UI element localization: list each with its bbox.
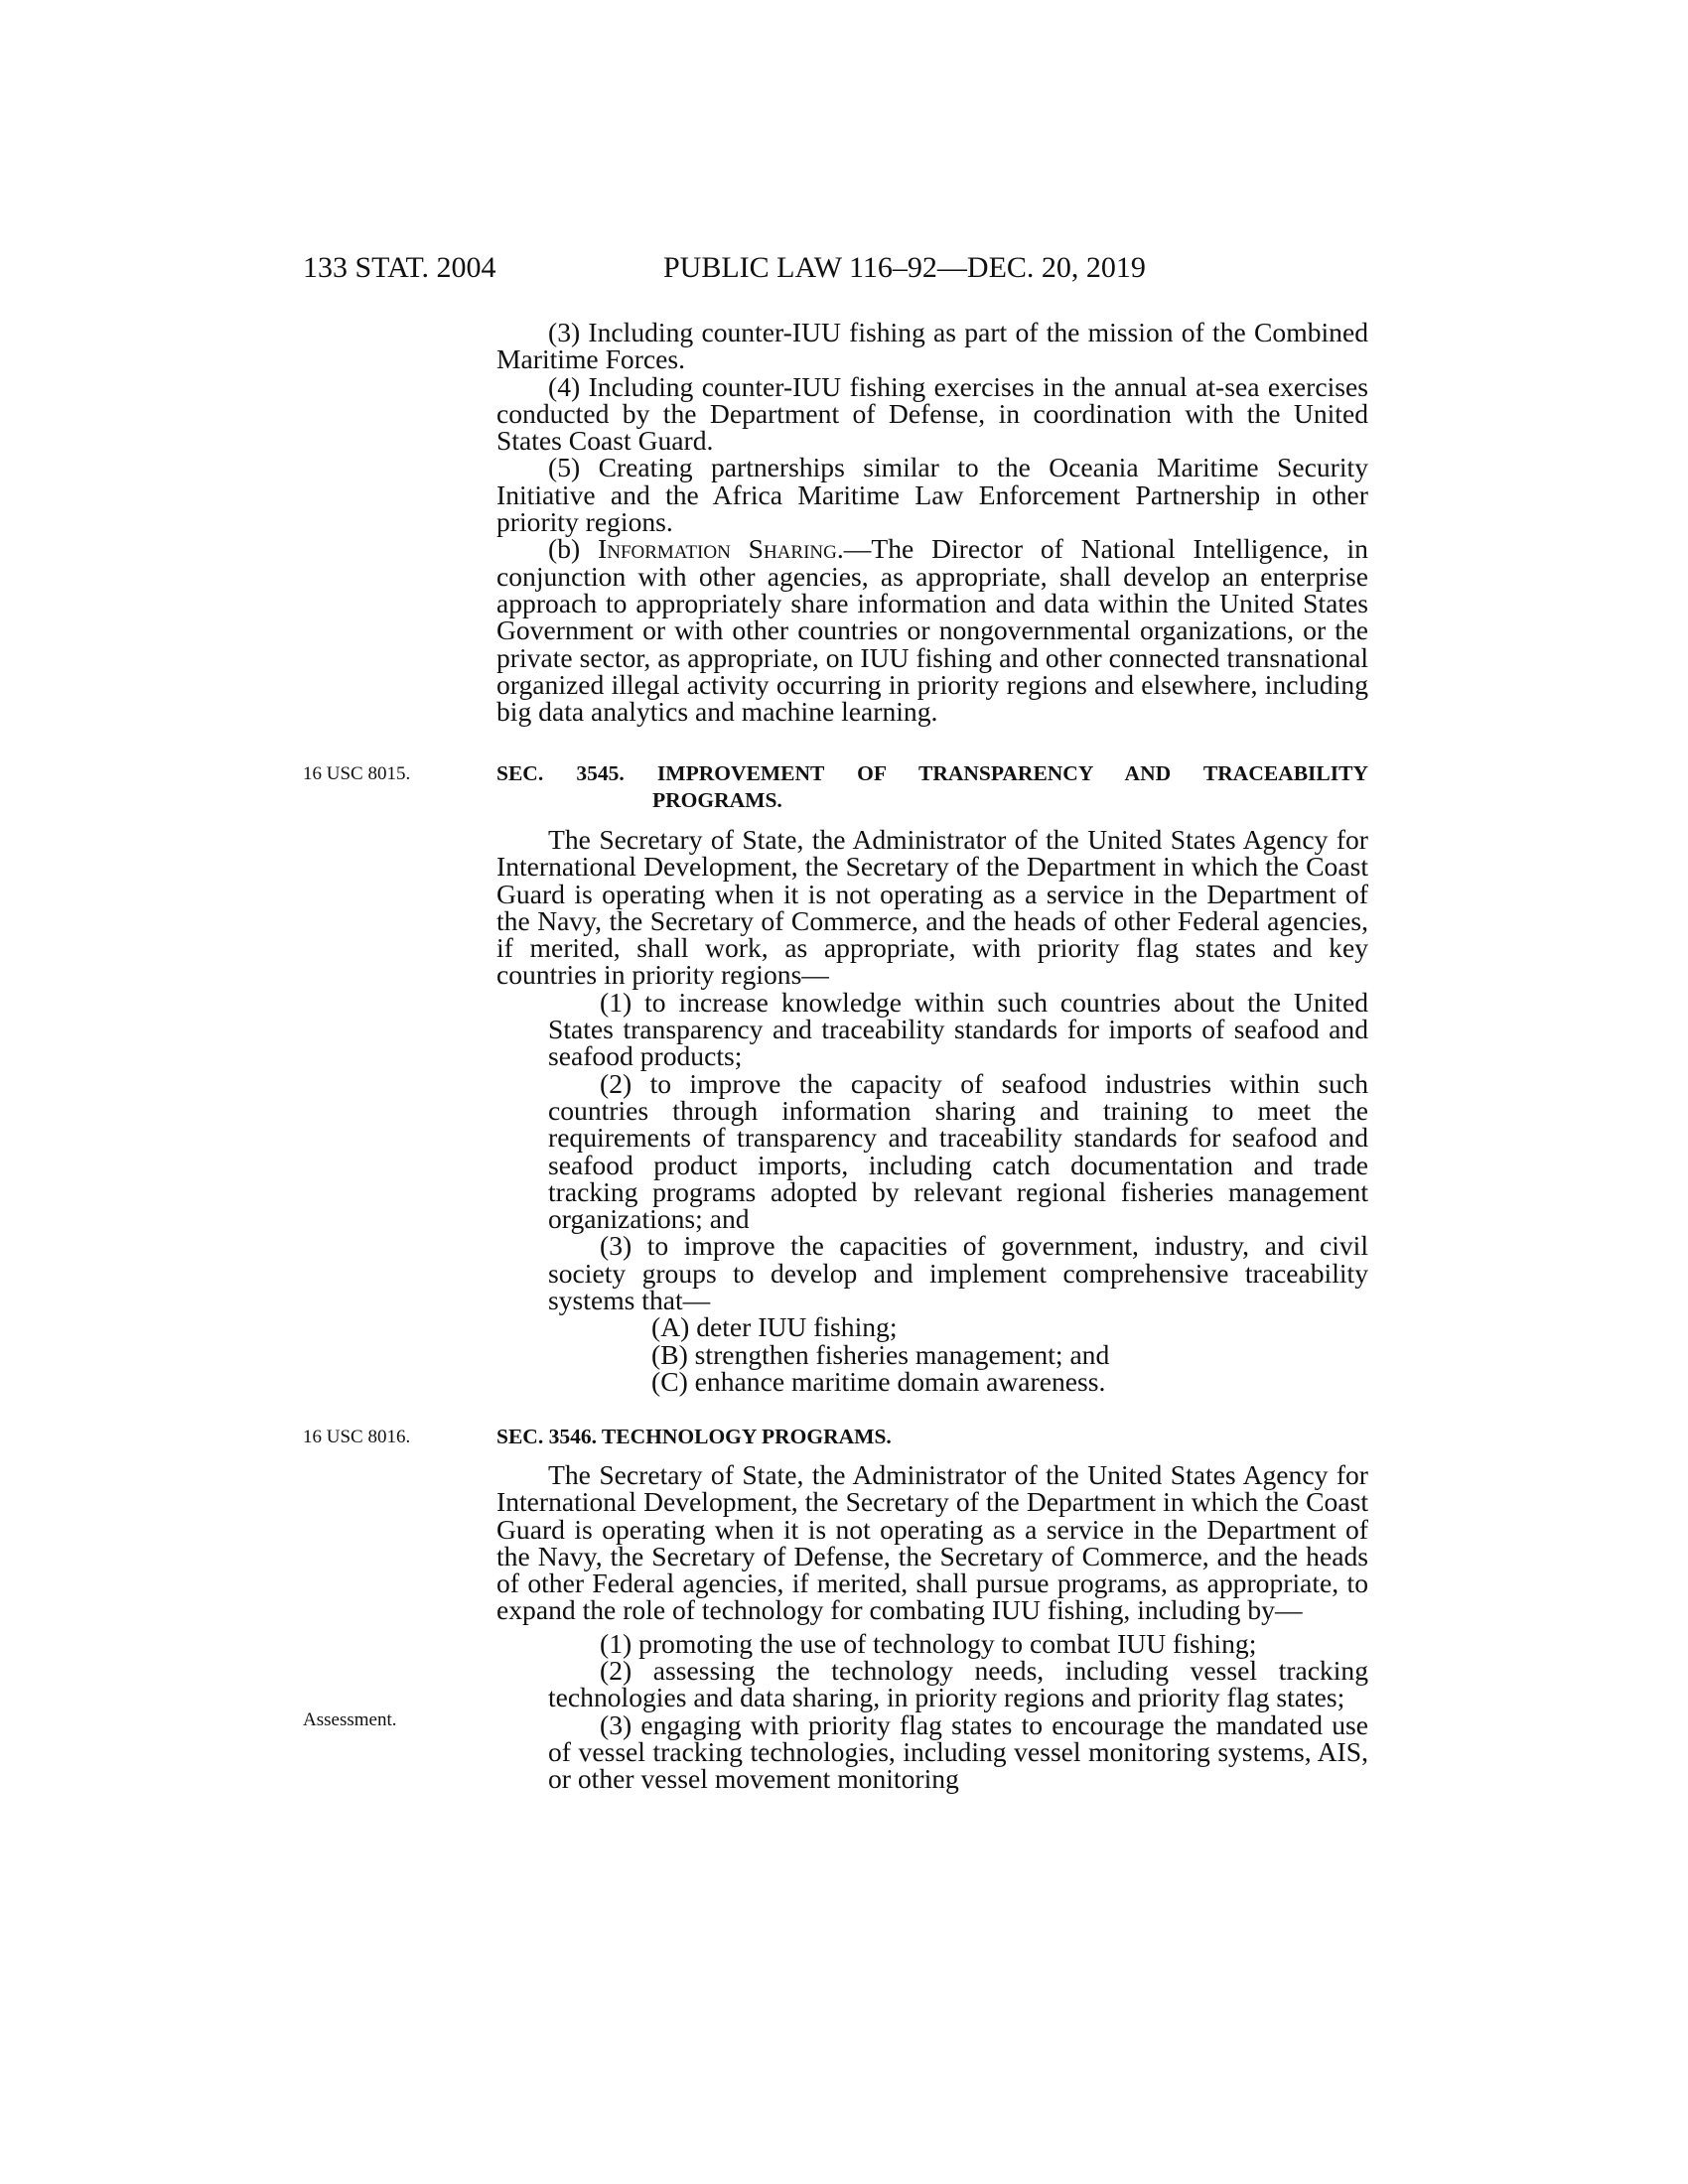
- subsection-b-label: (b): [548, 533, 581, 565]
- statute-page-reference: 133 STAT. 2004: [303, 251, 496, 284]
- section-3545-item-2: (2) to improve the capacity of seafood industries within such countries through information sharing and training to meet the requirements of transparency and traceability standards for seafood and seafood product imports, including catch documentation and trade tracking programs adopted by relevant regional fisheries management organizations; and: [548, 1067, 1368, 1235]
- paragraph-item-5: (5) Creating partnerships similar to the Oceania Maritime Security Initiative and the Africa Maritime Law Enforcement Partnership in other priority regions.: [496, 452, 1368, 538]
- section-3545-sub-c: (C) enhance maritime domain awareness.: [651, 1365, 1106, 1397]
- margin-note-usc-8016: 16 USC 8016.: [303, 1427, 411, 1447]
- continued-section-block: [496, 317, 1368, 728]
- section-3546-item-3: (3) engaging with priority flag states to encourage the mandated use of vessel tracking technologies, including vessel monitoring systems, AIS, or other vessel movement monitoring: [548, 1708, 1368, 1795]
- page-header: [0, 248, 1688, 288]
- section-3545-item-3: (3) to improve the capacities of government, industry, and civil society groups to develop and implement comprehensive traceability systems that—: [548, 1230, 1368, 1316]
- section-3545-intro: The Secretary of State, the Administrator of the United States Agency for International Development, the Secretary of the Department in which the Coast Guard is operating when it is not operating as a service in the Department of the Navy, the Secretary of Commerce, and the heads of other Federal agencies, if merited, shall work, as appropriate, with priority flag states and key countries in priority regions—: [496, 824, 1368, 991]
- section-3546-body: [496, 1461, 1368, 1793]
- subsection-b-text: .—The Director of National Intelligence, in conjunction with other agencies, as appropriate, shall develop an enterprise approach to appropriately share information and data within the United States Government or with other countries or nongovernmental organizations, or the private sector, as appropriate, on IUU fishing and other connected transnational organized illegal activity occurring in priority regions and elsewhere, including big data analytics and machine learning.: [496, 533, 1368, 728]
- public-law-title: PUBLIC LAW 116–92—DEC. 20, 2019: [663, 251, 1146, 284]
- section-3546-intro: The Secretary of State, the Administrator of the United States Agency for International Development, the Secretary of the Department in which the Coast Guard is operating when it is not operating as a service in the Department of the Navy, the Secretary of Defense, the Secretary of Commerce, and the heads of other Federal agencies, if merited, shall pursue programs, as appropriate, to expand the role of technology for combating IUU fishing, including by—: [496, 1459, 1368, 1626]
- section-3545-heading-line2: PROGRAMS.: [652, 788, 782, 812]
- section-3545-heading: [496, 760, 1368, 814]
- section-3546-item-1: (1) promoting the use of technology to combat IUU fishing;: [600, 1627, 1257, 1659]
- section-3545-body: [496, 826, 1368, 1395]
- section-3545-heading-line1: SEC. 3545. IMPROVEMENT OF TRANSPARENCY AND TRACEABILITY: [496, 761, 1368, 785]
- section-3546-item-2: (2) assessing the technology needs, including vessel tracking technologies and data sharing, in priority regions and priority flag states;: [548, 1655, 1368, 1713]
- margin-note-usc-8015: 16 USC 8015.: [303, 763, 411, 784]
- paragraph-item-3: (3) Including counter-IUU fishing as part of the mission of the Combined Maritime Forces.: [496, 317, 1368, 375]
- section-3546-heading: SEC. 3546. TECHNOLOGY PROGRAMS.: [496, 1425, 892, 1448]
- section-3545-sub-a: (A) deter IUU fishing;: [651, 1311, 898, 1343]
- paragraph-item-4: (4) Including counter-IUU fishing exercises in the annual at-sea exercises conducted by the Department of Defense, in coordination with the United States Coast Guard.: [496, 370, 1368, 457]
- section-3545-sub-b: (B) strengthen fisheries management; and: [651, 1338, 1110, 1370]
- section-3545-item-1: (1) to increase knowledge within such countries about the United States transparency and traceability standards for imports of seafood and seafood products;: [548, 986, 1368, 1072]
- subsection-b: [496, 533, 1368, 728]
- subsection-b-heading: Information Sharing: [598, 533, 837, 565]
- margin-note-assessment: Assessment.: [303, 1709, 397, 1730]
